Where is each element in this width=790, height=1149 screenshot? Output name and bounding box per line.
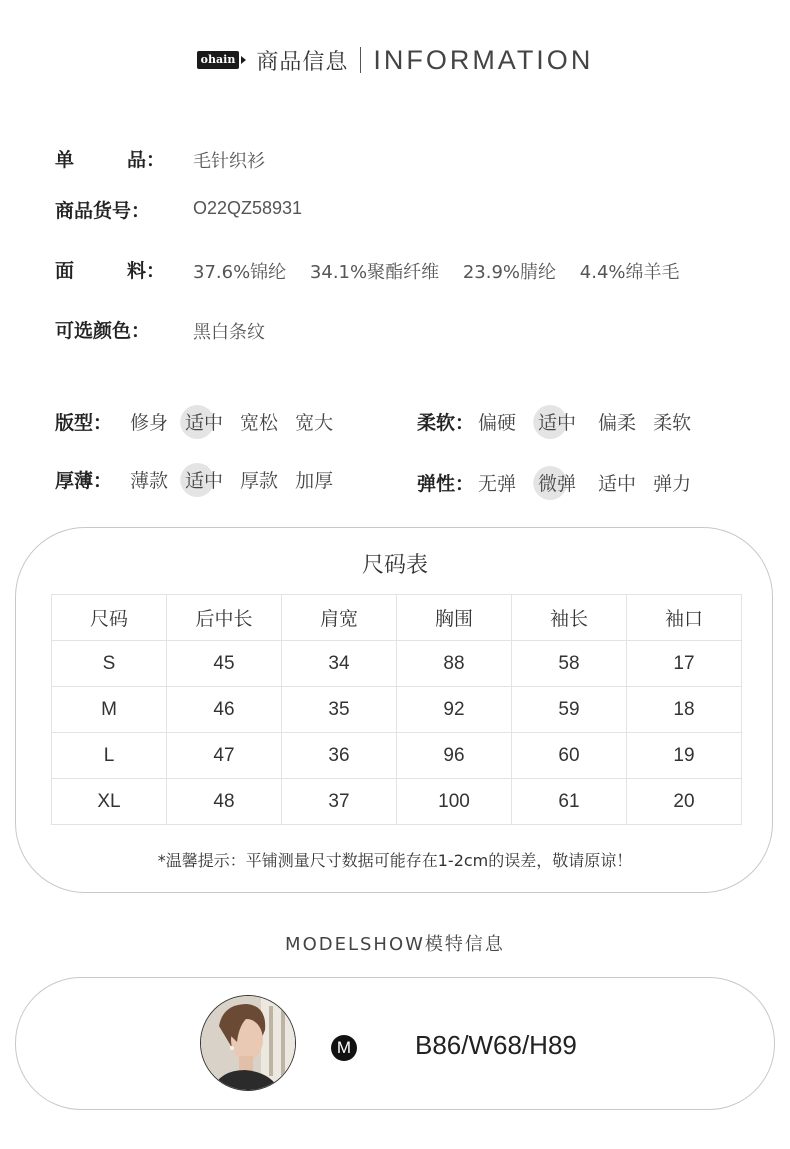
- table-cell: 18: [627, 687, 742, 733]
- table-row: [52, 687, 742, 733]
- model-measurements: B86/W68/H89: [415, 1030, 577, 1060]
- item-label: [55, 145, 165, 172]
- scale-softness-option: 柔软: [653, 412, 692, 434]
- scale-fit-option: 宽松: [240, 412, 279, 434]
- model-portrait-icon: [201, 996, 296, 1091]
- scale-elasticity-option: 弹力: [653, 473, 692, 495]
- fabric-label-a: 面: [55, 260, 75, 282]
- scale-fit-option: 宽大: [295, 412, 334, 434]
- scale-softness-option-selected: 适中: [538, 408, 576, 435]
- table-cell: L: [52, 733, 167, 779]
- table-header-cell: 袖口: [627, 595, 742, 641]
- table-cell: 96: [397, 733, 512, 779]
- header-divider: [360, 47, 361, 73]
- item-label-a: 单: [55, 149, 75, 171]
- table-cell: 88: [397, 641, 512, 687]
- table-cell: 45: [167, 641, 282, 687]
- table-cell: 37: [282, 779, 397, 825]
- table-cell: S: [52, 641, 167, 687]
- model-card: [15, 977, 775, 1110]
- sku-value: O22QZ58931: [193, 198, 303, 218]
- table-cell: 58: [512, 641, 627, 687]
- model-section-title: MODELSHOW模特信息: [285, 934, 505, 955]
- fabric-value: 23.9%腈纶: [462, 262, 557, 283]
- color-label-text: 可选颜色：: [55, 320, 151, 342]
- scale-softness-option: 偏柔: [598, 412, 637, 434]
- header-title-en: INFORMATION: [373, 44, 594, 75]
- fabric-label-b: 料：: [126, 260, 165, 282]
- table-row: [52, 733, 742, 779]
- table-cell: 60: [512, 733, 627, 779]
- fabric-value: 4.4%绵羊毛: [579, 262, 680, 283]
- table-cell: 19: [627, 733, 742, 779]
- size-table: [51, 594, 742, 825]
- table-cell: 92: [397, 687, 512, 733]
- measurement-note: *温馨提示：平铺测量尺寸数据可能存在1-2cm的误差，敬请原谅！: [157, 851, 633, 870]
- header-title-cn: 商品信息: [256, 49, 349, 75]
- size-chart-title: 尺码表: [361, 553, 428, 578]
- scale-fit-option: 修身: [130, 412, 169, 434]
- table-cell: 35: [282, 687, 397, 733]
- scale-thickness: [55, 466, 350, 493]
- scale-thickness-option: 加厚: [295, 470, 334, 492]
- scale-thickness-option-selected: 适中: [185, 466, 223, 493]
- table-cell: 20: [627, 779, 742, 825]
- table-header-cell: 肩宽: [282, 595, 397, 641]
- table-header-cell: 胸围: [397, 595, 512, 641]
- item-value: 毛针织衫: [193, 151, 265, 172]
- fabric-label: [55, 256, 165, 283]
- scale-fit-label: 版型：: [55, 412, 113, 434]
- sku-label: [55, 196, 159, 223]
- scale-elasticity-option-selected: 微弹: [538, 469, 576, 496]
- color-label: [55, 316, 159, 343]
- table-cell: 61: [512, 779, 627, 825]
- table-cell: 17: [627, 641, 742, 687]
- scale-thickness-label: 厚薄：: [55, 470, 113, 492]
- fabric-values: [193, 258, 698, 284]
- table-row: [52, 779, 742, 825]
- table-cell: 100: [397, 779, 512, 825]
- brand-logo-text: ohain: [197, 51, 240, 69]
- scale-thickness-option: 薄款: [130, 470, 169, 492]
- scale-thickness-option: 厚款: [240, 470, 279, 492]
- section-header: [0, 40, 790, 80]
- scale-fit: [55, 408, 350, 435]
- scale-elasticity-option: 无弹: [478, 473, 517, 495]
- play-arrow-icon: [241, 56, 246, 64]
- item-label-b: 品：: [126, 149, 165, 171]
- table-cell: 59: [512, 687, 627, 733]
- table-header-cell: 尺码: [52, 595, 167, 641]
- table-cell: 34: [282, 641, 397, 687]
- scale-softness: [417, 408, 708, 435]
- scale-softness-option: 偏硬: [478, 412, 517, 434]
- table-header-row: [52, 595, 742, 641]
- model-avatar: [200, 995, 296, 1091]
- table-cell: 36: [282, 733, 397, 779]
- fabric-value: 37.6%锦纶: [193, 262, 287, 283]
- table-cell: 47: [167, 733, 282, 779]
- sku-label-text: 商品货号：: [55, 200, 151, 222]
- table-cell: 48: [167, 779, 282, 825]
- table-header-cell: 后中长: [167, 595, 282, 641]
- scale-elasticity-option: 适中: [598, 473, 637, 495]
- color-value: 黑白条纹: [193, 322, 265, 343]
- scale-softness-label: 柔软：: [417, 412, 475, 434]
- table-row: [52, 641, 742, 687]
- scale-fit-option-selected: 适中: [185, 408, 223, 435]
- scale-elasticity: [417, 469, 708, 496]
- fabric-value: 34.1%聚酯纤维: [309, 262, 440, 283]
- table-cell: M: [52, 687, 167, 733]
- table-header-cell: 袖长: [512, 595, 627, 641]
- table-cell: 46: [167, 687, 282, 733]
- scale-elasticity-label: 弹性：: [417, 473, 475, 495]
- brand-logo: [197, 51, 247, 69]
- table-cell: XL: [52, 779, 167, 825]
- model-size-badge: M: [331, 1035, 357, 1061]
